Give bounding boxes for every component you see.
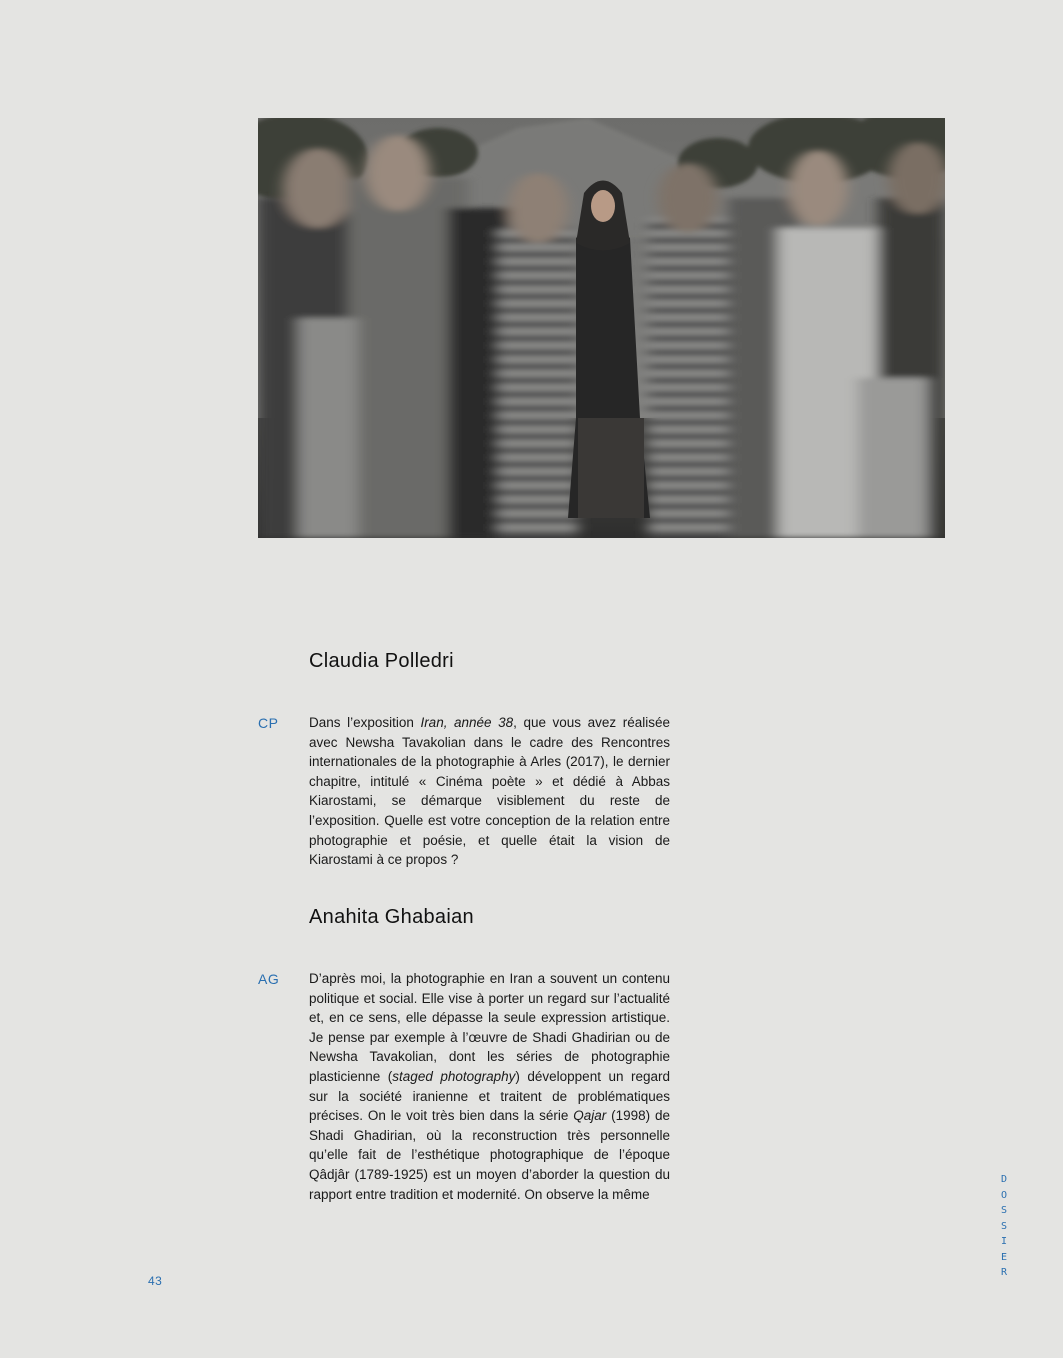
- section-label-vertical: [998, 1172, 1010, 1281]
- italic-term: staged photography: [392, 1068, 516, 1084]
- answer-speaker-name: Anahita Ghabaian: [309, 906, 474, 928]
- series-title: Qajar: [573, 1108, 607, 1124]
- section-letter: D: [1000, 1174, 1008, 1185]
- section-letter: O: [1000, 1189, 1008, 1201]
- answer-text-part: D’après moi, la photographie en Iran a souvent un contenu politique et social. Elle vise à porter un regard sur l’actualité et, en ce sens, elle dépasse la seule expression artistique. Je pense par exemple à l’œuvre de Shadi Ghadirian ou de Newsha Tavakolian, dont les séries de photographie plasticienne (: [309, 971, 670, 1084]
- section-letter: E: [1000, 1251, 1008, 1263]
- section-letter: R: [1000, 1267, 1008, 1278]
- question-text-part: Dans l’exposition: [309, 715, 421, 730]
- question-speaker-initials: CP: [258, 715, 279, 731]
- answer-text-part: (1998) de Shadi Ghadirian, où la reconstruction très personnelle qu’elle fait de l’esthétique photographique de l’époque Qâdjâr (1789-1925) est un moyen d’aborder la question du rapport entre tradition et modernité. On observe la même: [309, 1108, 670, 1202]
- answer-speaker-initials: AG: [258, 971, 280, 987]
- crowd-photograph: [258, 118, 945, 538]
- section-letter: S: [1000, 1205, 1008, 1216]
- answer-text-part: ) développent un regard sur la société iranienne et traitent de problématiques précises. On le voit très bien dans la série: [309, 1068, 670, 1124]
- page-number: 43: [148, 1274, 163, 1288]
- answer-paragraph: [309, 969, 670, 1204]
- crowd-photograph-image: [258, 118, 945, 538]
- question-text-part: , que vous avez réalisée avec Newsha Tavakolian dans le cadre des Rencontres internationales de la photographie à Arles (2017), le dernier chapitre, intitulé « Cinéma poète » et dédié à Abbas Kiarostami, se démarque visiblement du reste de l’exposition. Quelle est votre conception de la relation entre photographie et poésie, et quelle était la vision de Kiarostami à ce propos ?: [309, 715, 670, 868]
- section-letter: I: [1000, 1236, 1008, 1247]
- question-speaker-name: Claudia Polledri: [309, 650, 454, 672]
- question-paragraph: [309, 713, 670, 870]
- section-letter: S: [1000, 1220, 1008, 1232]
- exhibition-title: Iran, année 38: [420, 715, 514, 730]
